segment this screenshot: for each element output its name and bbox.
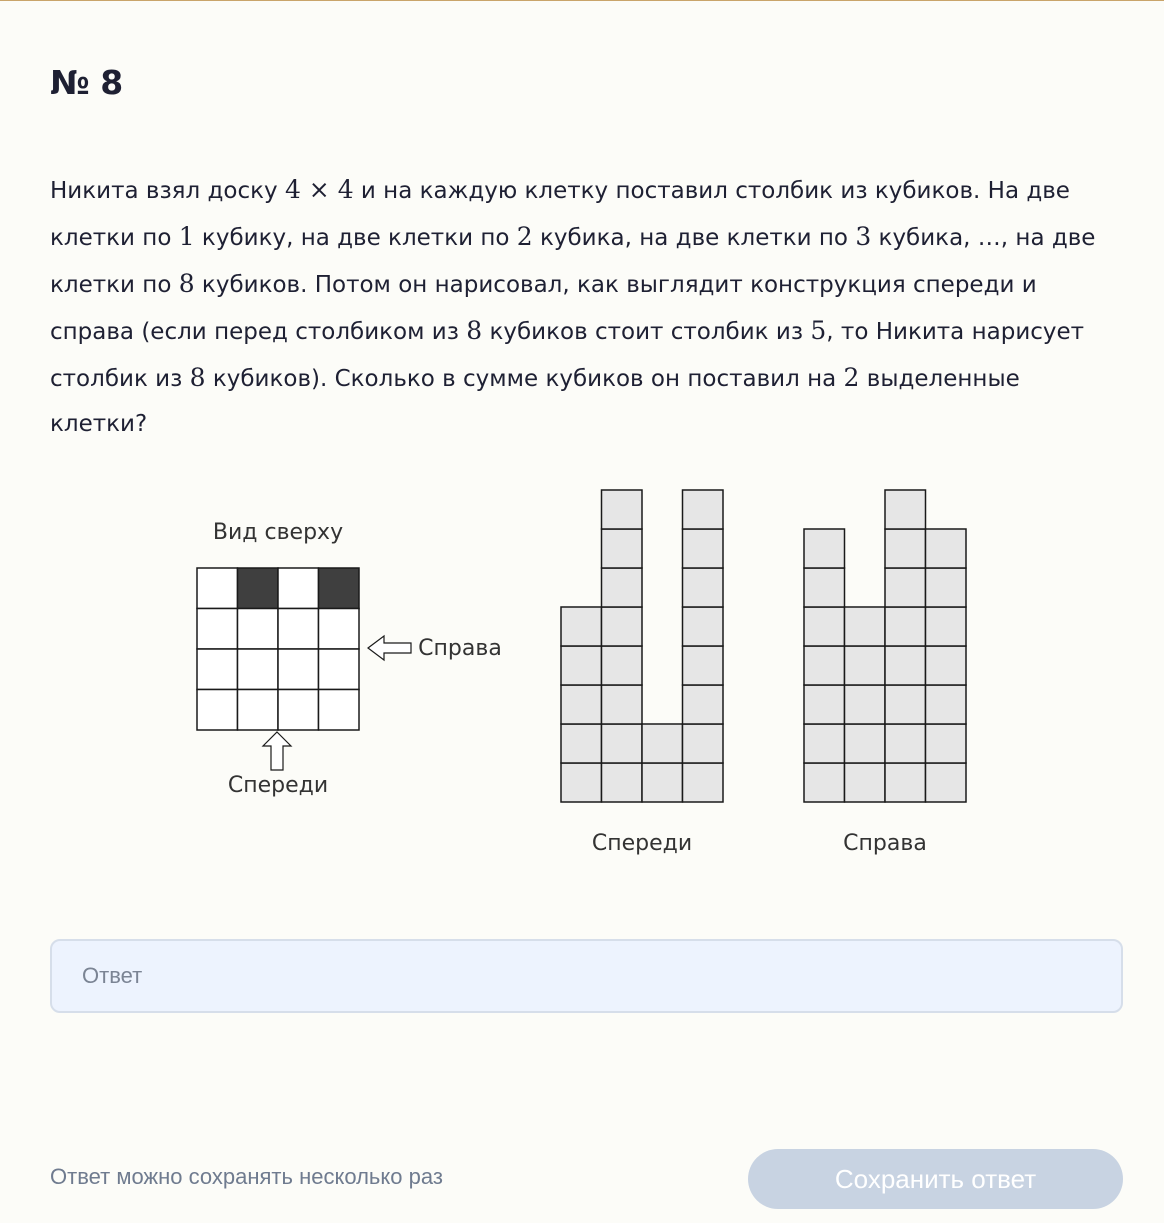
front-view-cube — [683, 490, 724, 529]
problem-text-fragment: , то Никита нарисует столбик из — [50, 319, 1085, 392]
math-expression: 4 × 4 — [284, 175, 354, 204]
arrow-left-icon — [368, 636, 411, 660]
problem-text-fragment: Никита взял доску — [50, 178, 285, 204]
right-view-cube — [926, 646, 967, 685]
front-view-cube — [683, 646, 724, 685]
front-view-cube — [683, 724, 724, 763]
save-answer-button[interactable]: Сохранить ответ — [748, 1149, 1123, 1209]
math-expression: 8 — [189, 363, 206, 392]
grid-cell — [238, 609, 279, 650]
right-view-cube — [926, 763, 967, 802]
grid-cell — [238, 690, 279, 731]
front-view-cube — [561, 724, 602, 763]
problem-number: № 8 — [50, 63, 123, 102]
grid-cell — [197, 690, 238, 731]
save-hint: Ответ можно сохранять несколько раз — [50, 1164, 443, 1189]
right-view-cube — [804, 763, 845, 802]
right-view-cube — [845, 646, 886, 685]
right-view-cube — [804, 724, 845, 763]
math-expression: 2 — [843, 363, 860, 392]
right-view-cube — [926, 568, 967, 607]
front-view-cube — [683, 529, 724, 568]
grid-cell — [278, 649, 319, 690]
answer-input[interactable] — [50, 939, 1123, 1013]
problem-text-fragment: кубиков стоит столбик из — [482, 319, 811, 345]
problem-text-fragment: кубиков). Сколько в сумме кубиков он поставил на — [205, 366, 844, 392]
grid-cell — [238, 649, 279, 690]
front-view-cube — [602, 490, 643, 529]
right-view-cube — [885, 529, 926, 568]
grid-cell — [197, 568, 238, 609]
right-view-cube — [926, 529, 967, 568]
problem-text-fragment: и на каждую клетку поставил столбик из кубиков. На две клетки по — [50, 178, 1070, 251]
problem-text-fragment: кубику, на две клетки по — [194, 225, 517, 251]
front-view-cube — [602, 763, 643, 802]
right-view-cube — [804, 646, 845, 685]
front-direction-label: Спереди — [227, 773, 329, 798]
top-view-label: Вид сверху — [212, 520, 344, 545]
problem-text-fragment: кубика, на две клетки по — [532, 225, 856, 251]
grid-cell — [278, 609, 319, 650]
right-view-cube — [804, 685, 845, 724]
right-view-cube — [926, 724, 967, 763]
front-view-cube — [602, 529, 643, 568]
front-view-cube — [561, 607, 602, 646]
math-expression: 1 — [178, 222, 195, 251]
right-view-cube — [804, 607, 845, 646]
front-view-cube — [602, 685, 643, 724]
right-view-cube — [845, 763, 886, 802]
front-view-label: Спереди — [591, 831, 693, 856]
right-view-cube — [885, 568, 926, 607]
front-view-cube — [642, 763, 683, 802]
math-expression: 5 — [810, 316, 827, 345]
right-view-cube — [926, 685, 967, 724]
problem-text-fragment: кубиков. Потом он нарисовал, как выглядит конструкция спереди и справа (если перед столбиком из — [50, 272, 1037, 345]
front-view-cube — [602, 607, 643, 646]
right-view-cube — [885, 607, 926, 646]
grid-cell — [278, 568, 319, 609]
problem-text-fragment: выделенные клетки? — [50, 366, 1020, 437]
right-view-label: Справа — [843, 831, 927, 856]
math-expression: 3 — [855, 222, 872, 251]
right-view-cube — [845, 685, 886, 724]
right-view-cube — [845, 607, 886, 646]
right-view-cube — [885, 646, 926, 685]
problem-text — [50, 167, 1120, 447]
right-direction-label: Справа — [418, 636, 502, 661]
problem-figure — [0, 461, 1164, 881]
grid-cell — [278, 690, 319, 731]
grid-cell — [319, 649, 360, 690]
right-view-cube — [885, 763, 926, 802]
front-view-cube — [602, 646, 643, 685]
grid-cell — [319, 609, 360, 650]
front-view-cube — [561, 685, 602, 724]
front-view-cube — [683, 568, 724, 607]
front-view-cube — [561, 763, 602, 802]
right-view-cube — [885, 724, 926, 763]
grid-cell — [197, 649, 238, 690]
right-view-cube — [885, 685, 926, 724]
front-view-cube — [602, 568, 643, 607]
front-view-cube — [561, 646, 602, 685]
right-view-cube — [804, 568, 845, 607]
arrow-up-icon — [263, 732, 291, 770]
front-view-cube — [683, 607, 724, 646]
grid-cell — [319, 690, 360, 731]
front-view-cube — [602, 724, 643, 763]
right-view-cube — [885, 490, 926, 529]
grid-cell — [197, 609, 238, 650]
math-expression: 2 — [516, 222, 533, 251]
right-view-cube — [804, 529, 845, 568]
math-expression: 8 — [178, 269, 195, 298]
front-view-cube — [642, 724, 683, 763]
highlighted-cell — [319, 568, 360, 609]
right-view-cube — [926, 607, 967, 646]
front-view-cube — [683, 763, 724, 802]
right-view-cube — [845, 724, 886, 763]
problem-text-fragment: кубика, …, на две клетки по — [50, 225, 1096, 298]
highlighted-cell — [238, 568, 279, 609]
math-expression: 8 — [466, 316, 483, 345]
front-view-cube — [683, 685, 724, 724]
